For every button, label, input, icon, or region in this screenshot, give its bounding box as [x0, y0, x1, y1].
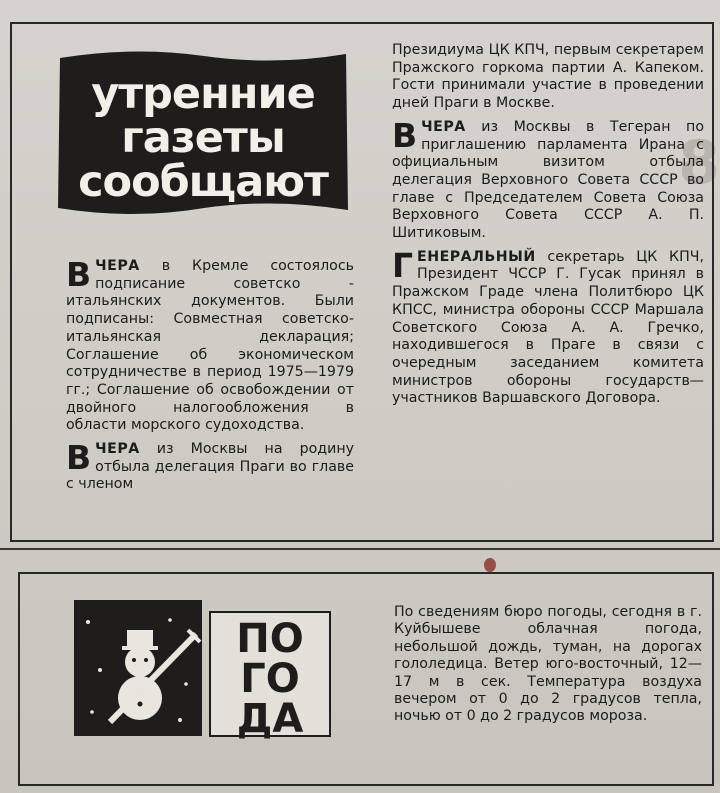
- news-item-husak: [392, 245, 704, 408]
- news-item-tehran: [392, 115, 704, 243]
- paper-stain: [484, 558, 496, 572]
- drop-cap: Г: [392, 245, 414, 285]
- news-item-kremlin: [66, 255, 354, 435]
- weather-logo: [70, 600, 366, 740]
- weather-logo-letters-2: ГО: [240, 656, 300, 702]
- section-header-banner: [54, 48, 352, 218]
- section-title-line-1: утренние: [91, 69, 315, 119]
- news-item-text: из Москвы на родину отбыла делегация Праги во главе с членом: [66, 441, 354, 493]
- news-item-prague-delegation: [66, 438, 354, 494]
- news-item-text: в Кремле состоялось подписание советско - итальянских документов. Были подписаны: Совместная советско-итальянская декларация; Соглашение об экономическом сотрудничестве в период 1975—1979 гг.; Соглашение об освобождении от двойного налогообложения в области морского судоходства.: [66, 258, 354, 434]
- news-item-text: из Москвы в Тегеран по приглашению парламента Ирана с официальным визитом отбыла делегация Верховного Совета СССР во главе с Председателем Совета Союза Верховного Совета СССР А. П. Шитиковым.: [392, 118, 704, 242]
- drop-cap: В: [392, 115, 418, 155]
- weather-logo-letters-3: ДА: [236, 696, 304, 740]
- news-item-continuation: Президиума ЦК КПЧ, первым секретарем Пражского горкома партии А. Капеком. Гости принимали участие в проведении дней Праги в Москве.: [392, 42, 704, 112]
- bleed-through-mark: 8: [678, 128, 720, 198]
- weather-logo-letters-1: ПО: [236, 616, 304, 662]
- section-title: [54, 69, 352, 207]
- section-title-line-2: газеты: [121, 113, 285, 163]
- lead-word: ЧЕРА: [95, 441, 140, 458]
- weather-forecast-text: По сведениям бюро погоды, сегодня в г. Куйбышеве облачная погода, небольшой дождь, туман, на дорогах гололедица. Ветер юго-восточный, 12—17 м в сек. Температура воздуха вечером от 0 до 2 градусов тепла, ночью от 0 до 2 градусов мороза.: [394, 604, 702, 725]
- right-column: [392, 42, 704, 408]
- lead-word: ЧЕРА: [421, 118, 466, 135]
- section-title-line-3: сообщают: [78, 157, 328, 207]
- drop-cap: В: [66, 438, 92, 478]
- section-divider: [0, 548, 720, 550]
- drop-cap: В: [66, 255, 92, 294]
- news-item-text: секретарь ЦК КПЧ, Президент ЧССР Г. Гусак принял в Пражском Граде члена Политбюро ЦК КПСС, министра обороны СССР Маршала Советского Союза А. А. Гречко, находившегося в Праге в связи с очередным заседанием комитета министров обороны государств—участников Варшавского Договора.: [392, 248, 704, 407]
- lead-word: ЕНЕРАЛЬНЫЙ: [417, 248, 536, 265]
- left-column: [66, 255, 354, 494]
- lead-word: ЧЕРА: [95, 258, 140, 274]
